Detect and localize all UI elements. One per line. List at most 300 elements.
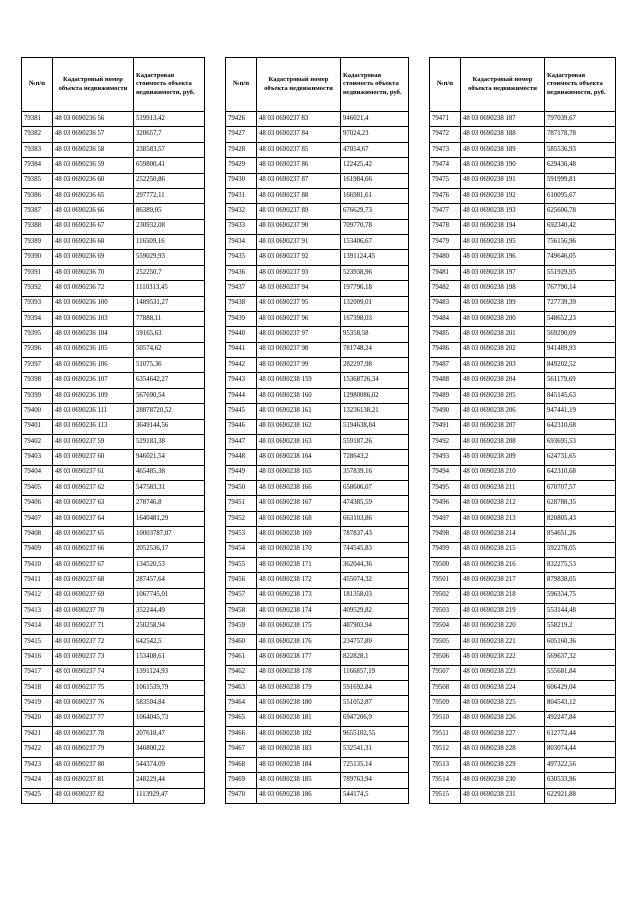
table-row: [226, 127, 409, 142]
cadastral-number-cell: 48 03 0690238 230: [461, 773, 545, 788]
row-number-cell: 79474: [430, 158, 461, 173]
cadastral-value-cell: 6947206,9: [341, 711, 409, 726]
table-row: [226, 235, 409, 250]
cadastral-value-cell: 787837,43: [341, 527, 409, 542]
row-number-cell: 79392: [22, 281, 53, 296]
cadastral-value-cell: 15368726,34: [341, 373, 409, 388]
cadastral-number-cell: 48 03 0690236 72: [53, 281, 134, 296]
row-number-cell: 79464: [226, 696, 257, 711]
table-row: [22, 188, 205, 203]
table-row: [430, 235, 616, 250]
row-number-cell: 79386: [22, 188, 53, 203]
cadastral-value-cell: 642310,68: [545, 419, 616, 434]
table-row: [430, 358, 616, 373]
row-number-cell: 79394: [22, 311, 53, 326]
cadastral-value-cell: 134520,53: [134, 557, 205, 572]
row-number-cell: 79407: [22, 511, 53, 526]
row-number-cell: 79393: [22, 296, 53, 311]
table-row: [430, 465, 616, 480]
cadastral-number-cell: 48 03 0690236 60: [53, 173, 134, 188]
cadastral-number-cell: 48 03 0690238 159: [257, 373, 341, 388]
table-row: [430, 327, 616, 342]
cadastral-number-cell: 48 03 0690237 80: [53, 757, 134, 772]
cadastral-value-cell: 854651,26: [545, 527, 616, 542]
table-row: [22, 342, 205, 357]
col-header-cadastral-number: Кадастровый номер объекта недвижимости: [53, 58, 134, 112]
row-number-cell: 79509: [430, 696, 461, 711]
cadastral-value-cell: 559187,26: [341, 434, 409, 449]
table-row: [226, 327, 409, 342]
row-number-cell: 79492: [430, 434, 461, 449]
cadastral-number-cell: 48 03 0690237 96: [257, 311, 341, 326]
cadastral-value-cell: 532541,31: [341, 742, 409, 757]
table-row: [226, 281, 409, 296]
table-row: [430, 604, 616, 619]
table-row: [430, 481, 616, 496]
table-row: [226, 557, 409, 572]
cadastral-number-cell: 48 03 0690238 179: [257, 680, 341, 695]
cadastral-number-cell: 48 03 0690238 198: [461, 281, 545, 296]
cadastral-number-cell: 48 03 0690236 111: [53, 404, 134, 419]
cadastral-number-cell: 48 03 0690238 183: [257, 742, 341, 757]
table-row: [226, 450, 409, 465]
table-row: [226, 773, 409, 788]
row-number-cell: 79514: [430, 773, 461, 788]
cadastral-value-cell: 709770,78: [341, 219, 409, 234]
table-body: [430, 112, 616, 804]
col-header-number: №п/п: [430, 58, 461, 112]
col-header-cadastral-value: Кадастровая стоимость объекта недвижимости, руб.: [341, 58, 409, 112]
table-row: [22, 219, 205, 234]
table-row: [226, 757, 409, 772]
cadastral-value-cell: 781748,24: [341, 342, 409, 357]
cadastral-number-cell: 48 03 0690238 165: [257, 465, 341, 480]
cadastral-value-cell: 744545,83: [341, 542, 409, 557]
cadastral-number-cell: 48 03 0690238 222: [461, 650, 545, 665]
cadastral-number-cell: 48 03 0690237 97: [257, 327, 341, 342]
cadastral-value-cell: 559029,93: [134, 250, 205, 265]
row-number-cell: 79383: [22, 142, 53, 157]
row-number-cell: 79482: [430, 281, 461, 296]
row-number-cell: 79444: [226, 388, 257, 403]
row-number-cell: 79469: [226, 773, 257, 788]
table-row: [22, 588, 205, 603]
cadastral-number-cell: 48 03 0690238 215: [461, 542, 545, 557]
row-number-cell: 79511: [430, 727, 461, 742]
cadastral-value-cell: 728643,2: [341, 450, 409, 465]
table-row: [430, 773, 616, 788]
cadastral-number-cell: 48 03 0690237 90: [257, 219, 341, 234]
cadastral-number-cell: 48 03 0690238 178: [257, 665, 341, 680]
cadastral-value-cell: 946021,4: [341, 112, 409, 127]
cadastral-number-cell: 48 03 0690238 214: [461, 527, 545, 542]
row-number-cell: 79415: [22, 634, 53, 649]
row-number-cell: 79480: [430, 250, 461, 265]
table-row: [430, 388, 616, 403]
cadastral-value-cell: 252250,86: [134, 173, 205, 188]
table-row: [22, 281, 205, 296]
cadastral-number-cell: 48 03 0690238 217: [461, 573, 545, 588]
table-row: [22, 527, 205, 542]
cadastral-number-cell: 48 03 0690238 212: [461, 496, 545, 511]
table-row: [226, 680, 409, 695]
cadastral-number-cell: 48 03 0690237 87: [257, 173, 341, 188]
cadastral-value-cell: 756156,96: [545, 235, 616, 250]
cadastral-number-cell: 48 03 0690237 86: [257, 158, 341, 173]
cadastral-value-cell: 230932,08: [134, 219, 205, 234]
row-number-cell: 79428: [226, 142, 257, 157]
cadastral-number-cell: 48 03 0690237 72: [53, 634, 134, 649]
cadastral-number-cell: 48 03 0690237 61: [53, 465, 134, 480]
cadastral-table-3: [429, 57, 616, 804]
cadastral-number-cell: 48 03 0690238 176: [257, 634, 341, 649]
table-row: [226, 511, 409, 526]
cadastral-value-cell: 583594,84: [134, 696, 205, 711]
col-header-cadastral-value: Кадастровая стоимость объекта недвижимости, руб.: [134, 58, 205, 112]
table-row: [226, 465, 409, 480]
row-number-cell: 79512: [430, 742, 461, 757]
cadastral-number-cell: 48 03 0690237 94: [257, 281, 341, 296]
cadastral-value-cell: 946021,54: [134, 450, 205, 465]
table-body: [22, 112, 205, 804]
table-row: [22, 311, 205, 326]
table-row: [430, 588, 616, 603]
row-number-cell: 79414: [22, 619, 53, 634]
table-row: [430, 742, 616, 757]
row-number-cell: 79434: [226, 235, 257, 250]
cadastral-number-cell: 48 03 0690236 59: [53, 158, 134, 173]
cadastral-number-cell: 48 03 0690238 167: [257, 496, 341, 511]
cadastral-number-cell: 48 03 0690237 85: [257, 142, 341, 157]
cadastral-value-cell: 629436,48: [545, 158, 616, 173]
table-row: [226, 373, 409, 388]
cadastral-value-cell: 5194638,84: [341, 419, 409, 434]
table-row: [430, 511, 616, 526]
row-number-cell: 79412: [22, 588, 53, 603]
row-number-cell: 79473: [430, 142, 461, 157]
table-row: [226, 496, 409, 511]
cadastral-value-cell: 555681,84: [545, 665, 616, 680]
cadastral-value-cell: 803074,44: [545, 742, 616, 757]
row-number-cell: 79471: [430, 112, 461, 127]
cadastral-number-cell: 48 03 0690238 160: [257, 388, 341, 403]
row-number-cell: 79461: [226, 650, 257, 665]
cadastral-value-cell: 234757,89: [341, 634, 409, 649]
row-number-cell: 79406: [22, 496, 53, 511]
cadastral-value-cell: 1391124,45: [341, 250, 409, 265]
row-number-cell: 79515: [430, 788, 461, 803]
cadastral-value-cell: 132009,01: [341, 296, 409, 311]
cadastral-value-cell: 362044,36: [341, 557, 409, 572]
row-number-cell: 79486: [430, 342, 461, 357]
cadastral-value-cell: 749646,05: [545, 250, 616, 265]
cadastral-number-cell: 48 03 0690237 78: [53, 727, 134, 742]
cadastral-value-cell: 605160,36: [545, 634, 616, 649]
cadastral-value-cell: 585536,93: [545, 142, 616, 157]
row-number-cell: 79456: [226, 573, 257, 588]
table-header-row: [226, 58, 409, 112]
row-number-cell: 79405: [22, 481, 53, 496]
cadastral-value-cell: 1110313,45: [134, 281, 205, 296]
cadastral-number-cell: 48 03 0690238 187: [461, 112, 545, 127]
row-number-cell: 79462: [226, 665, 257, 680]
table-row: [430, 711, 616, 726]
table-row: [22, 419, 205, 434]
cadastral-number-cell: 48 03 0690238 209: [461, 450, 545, 465]
cadastral-value-cell: 166981,61: [341, 188, 409, 203]
cadastral-value-cell: 10003787,87: [134, 527, 205, 542]
cadastral-number-cell: 48 03 0690238 186: [257, 788, 341, 803]
cadastral-value-cell: 3649144,56: [134, 419, 205, 434]
row-number-cell: 79502: [430, 588, 461, 603]
table-row: [430, 496, 616, 511]
cadastral-value-cell: 181358,03: [341, 588, 409, 603]
row-number-cell: 79446: [226, 419, 257, 434]
row-number-cell: 79397: [22, 358, 53, 373]
cadastral-number-cell: 48 03 0690238 185: [257, 773, 341, 788]
table-row: [22, 358, 205, 373]
cadastral-number-cell: 48 03 0690238 202: [461, 342, 545, 357]
table-row: [226, 404, 409, 419]
row-number-cell: 79470: [226, 788, 257, 803]
row-number-cell: 79422: [22, 742, 53, 757]
row-number-cell: 79497: [430, 511, 461, 526]
cadastral-value-cell: 849202,52: [545, 358, 616, 373]
table-row: [430, 557, 616, 572]
row-number-cell: 79396: [22, 342, 53, 357]
table-row: [22, 634, 205, 649]
cadastral-number-cell: 48 03 0690238 225: [461, 696, 545, 711]
row-number-cell: 79452: [226, 511, 257, 526]
table-row: [22, 496, 205, 511]
table-row: [226, 788, 409, 803]
cadastral-value-cell: 642310,68: [545, 465, 616, 480]
cadastral-number-cell: 48 03 0690237 89: [257, 204, 341, 219]
cadastral-number-cell: 48 03 0690237 60: [53, 450, 134, 465]
table-row: [226, 388, 409, 403]
row-number-cell: 79493: [430, 450, 461, 465]
cadastral-value-cell: 822828,1: [341, 650, 409, 665]
table-row: [22, 127, 205, 142]
row-number-cell: 79491: [430, 419, 461, 434]
row-number-cell: 79495: [430, 481, 461, 496]
table-row: [430, 419, 616, 434]
cadastral-number-cell: 48 03 0690237 84: [257, 127, 341, 142]
cadastral-number-cell: 48 03 0690237 79: [53, 742, 134, 757]
table-row: [22, 665, 205, 680]
cadastral-value-cell: 553144,48: [545, 604, 616, 619]
table-row: [22, 604, 205, 619]
cadastral-value-cell: 248229,44: [134, 773, 205, 788]
cadastral-value-cell: 161984,66: [341, 173, 409, 188]
cadastral-value-cell: 465485,38: [134, 465, 205, 480]
cadastral-value-cell: 658606,07: [341, 481, 409, 496]
table-row: [430, 434, 616, 449]
cadastral-number-cell: 48 03 0690236 58: [53, 142, 134, 157]
cadastral-number-cell: 48 03 0690238 203: [461, 358, 545, 373]
cadastral-value-cell: 6354642,27: [134, 373, 205, 388]
row-number-cell: 79425: [22, 788, 53, 803]
row-number-cell: 79494: [430, 465, 461, 480]
table-row: [22, 696, 205, 711]
cadastral-number-cell: 48 03 0690238 169: [257, 527, 341, 542]
cadastral-number-cell: 48 03 0690236 66: [53, 204, 134, 219]
row-number-cell: 79463: [226, 680, 257, 695]
cadastral-number-cell: 48 03 0690238 228: [461, 742, 545, 757]
cadastral-value-cell: 523938,96: [341, 265, 409, 280]
cadastral-value-cell: 670707,57: [545, 481, 616, 496]
table-header-row: [22, 58, 205, 112]
table-row: [226, 204, 409, 219]
row-number-cell: 79513: [430, 757, 461, 772]
table-row: [226, 542, 409, 557]
table-row: [430, 450, 616, 465]
table-row: [430, 619, 616, 634]
cadastral-table-1: [21, 57, 205, 804]
table-row: [226, 173, 409, 188]
cadastral-number-cell: 48 03 0690236 68: [53, 235, 134, 250]
table-row: [226, 742, 409, 757]
row-number-cell: 79449: [226, 465, 257, 480]
cadastral-number-cell: 48 03 0690237 73: [53, 650, 134, 665]
row-number-cell: 79421: [22, 727, 53, 742]
table-row: [430, 112, 616, 127]
cadastral-value-cell: 692340,42: [545, 219, 616, 234]
cadastral-number-cell: 48 03 0690238 161: [257, 404, 341, 419]
cadastral-value-cell: 797039,67: [545, 112, 616, 127]
cadastral-value-cell: 12980086,02: [341, 388, 409, 403]
cadastral-value-cell: 1067745,01: [134, 588, 205, 603]
cadastral-value-cell: 787178,78: [545, 127, 616, 142]
row-number-cell: 79399: [22, 388, 53, 403]
cadastral-value-cell: 628788,35: [545, 496, 616, 511]
table-row: [226, 696, 409, 711]
cadastral-value-cell: 1640481,29: [134, 511, 205, 526]
table-row: [226, 342, 409, 357]
cadastral-value-cell: 13236138,21: [341, 404, 409, 419]
row-number-cell: 79390: [22, 250, 53, 265]
table-row: [22, 434, 205, 449]
cadastral-number-cell: 48 03 0690237 62: [53, 481, 134, 496]
cadastral-number-cell: 48 03 0690237 68: [53, 573, 134, 588]
cadastral-value-cell: 832275,53: [545, 557, 616, 572]
table-row: [22, 404, 205, 419]
table-row: [22, 142, 205, 157]
cadastral-value-cell: 663103,86: [341, 511, 409, 526]
cadastral-value-cell: 569290,09: [545, 327, 616, 342]
col-header-number: №п/п: [226, 58, 257, 112]
table-row: [226, 650, 409, 665]
table-row: [22, 711, 205, 726]
row-number-cell: 79423: [22, 757, 53, 772]
table-row: [430, 311, 616, 326]
cadastral-number-cell: 48 03 0690236 109: [53, 388, 134, 403]
cadastral-value-cell: 86389,05: [134, 204, 205, 219]
cadastral-number-cell: 48 03 0690238 219: [461, 604, 545, 619]
cadastral-number-cell: 48 03 0690238 189: [461, 142, 545, 157]
row-number-cell: 79395: [22, 327, 53, 342]
table-row: [22, 250, 205, 265]
table-row: [226, 604, 409, 619]
row-number-cell: 79451: [226, 496, 257, 511]
cadastral-value-cell: 558219,2: [545, 619, 616, 634]
row-number-cell: 79402: [22, 434, 53, 449]
cadastral-number-cell: 48 03 0690238 182: [257, 727, 341, 742]
cadastral-number-cell: 48 03 0690236 105: [53, 342, 134, 357]
cadastral-value-cell: 519913,42: [134, 112, 205, 127]
cadastral-number-cell: 48 03 0690238 162: [257, 419, 341, 434]
cadastral-number-cell: 48 03 0690238 218: [461, 588, 545, 603]
cadastral-value-cell: 1391124,93: [134, 665, 205, 680]
cadastral-number-cell: 48 03 0690236 103: [53, 311, 134, 326]
cadastral-value-cell: 567690,54: [134, 388, 205, 403]
table-row: [22, 773, 205, 788]
table-row: [226, 219, 409, 234]
table-row: [430, 727, 616, 742]
cadastral-value-cell: 592278,05: [545, 542, 616, 557]
cadastral-value-cell: 725135,14: [341, 757, 409, 772]
cadastral-number-cell: 48 03 0690238 226: [461, 711, 545, 726]
row-number-cell: 79450: [226, 481, 257, 496]
row-number-cell: 79432: [226, 204, 257, 219]
row-number-cell: 79430: [226, 173, 257, 188]
table-row: [430, 265, 616, 280]
table-row: [22, 158, 205, 173]
cadastral-value-cell: 2052536,17: [134, 542, 205, 557]
row-number-cell: 79479: [430, 235, 461, 250]
cadastral-value-cell: 9655102,55: [341, 727, 409, 742]
row-number-cell: 79427: [226, 127, 257, 142]
table-row: [22, 573, 205, 588]
cadastral-number-cell: 48 03 0690238 172: [257, 573, 341, 588]
cadastral-value-cell: 207618,47: [134, 727, 205, 742]
cadastral-number-cell: 48 03 0690238 192: [461, 188, 545, 203]
cadastral-number-cell: 48 03 0690238 188: [461, 127, 545, 142]
row-number-cell: 79401: [22, 419, 53, 434]
cadastral-number-cell: 48 03 0690238 197: [461, 265, 545, 280]
table-row: [430, 650, 616, 665]
row-number-cell: 79510: [430, 711, 461, 726]
table-row: [226, 311, 409, 326]
cadastral-number-cell: 48 03 0690237 76: [53, 696, 134, 711]
table-row: [22, 112, 205, 127]
row-number-cell: 79424: [22, 773, 53, 788]
table-row: [430, 219, 616, 234]
row-number-cell: 79460: [226, 634, 257, 649]
row-number-cell: 79475: [430, 173, 461, 188]
row-number-cell: 79398: [22, 373, 53, 388]
cadastral-value-cell: 693695,53: [545, 434, 616, 449]
row-number-cell: 79490: [430, 404, 461, 419]
row-number-cell: 79409: [22, 542, 53, 557]
table-row: [22, 204, 205, 219]
cadastral-number-cell: 48 03 0690237 98: [257, 342, 341, 357]
cadastral-number-cell: 48 03 0690236 65: [53, 188, 134, 203]
row-number-cell: 79476: [430, 188, 461, 203]
cadastral-value-cell: 804543,12: [545, 696, 616, 711]
cadastral-number-cell: 48 03 0690236 100: [53, 296, 134, 311]
row-number-cell: 79411: [22, 573, 53, 588]
cadastral-value-cell: 596334,75: [545, 588, 616, 603]
row-number-cell: 79487: [430, 358, 461, 373]
cadastral-number-cell: 48 03 0690238 208: [461, 434, 545, 449]
cadastral-value-cell: 77888,11: [134, 311, 205, 326]
col-header-cadastral-number: Кадастровый номер объекта недвижимости: [257, 58, 341, 112]
row-number-cell: 79436: [226, 265, 257, 280]
cadastral-value-cell: 569637,32: [545, 650, 616, 665]
cadastral-number-cell: 48 03 0690238 171: [257, 557, 341, 572]
row-number-cell: 79501: [430, 573, 461, 588]
